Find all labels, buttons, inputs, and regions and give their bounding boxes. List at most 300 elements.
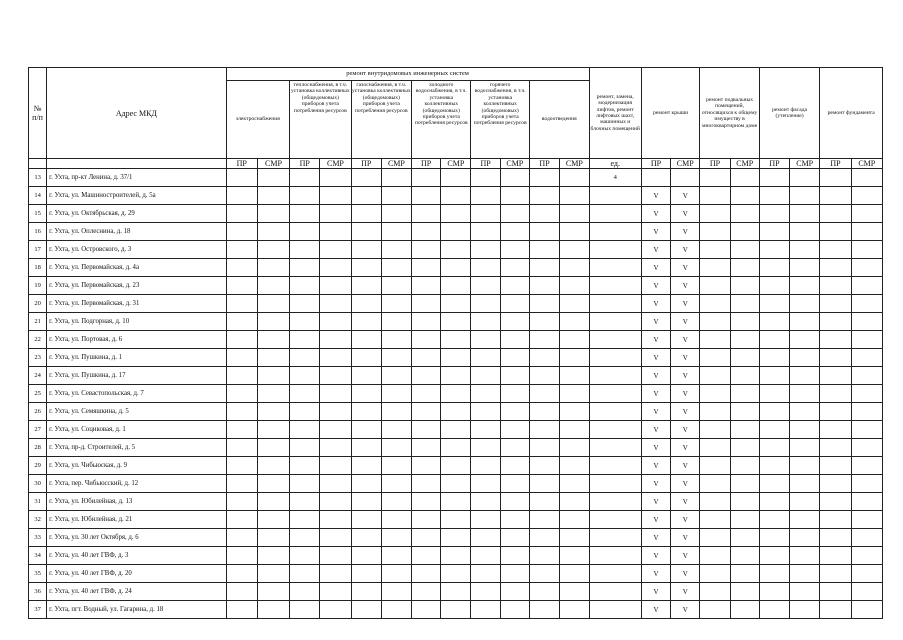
empty-cell xyxy=(759,421,789,439)
empty-cell xyxy=(471,331,500,349)
empty-cell xyxy=(441,565,471,583)
empty-cell xyxy=(820,349,851,367)
empty-cell xyxy=(851,313,882,331)
row-lifts-cell xyxy=(589,583,641,601)
empty-cell xyxy=(759,313,789,331)
empty-cell xyxy=(471,313,500,331)
empty-cell xyxy=(226,547,257,565)
empty-cell xyxy=(412,259,441,277)
empty-cell xyxy=(700,511,730,529)
table-row xyxy=(29,457,883,475)
empty-cell xyxy=(500,457,529,475)
group-engineering-header: ремонт внутридомовых инженерных систем xyxy=(226,68,589,81)
table-row xyxy=(29,205,883,223)
empty-cell xyxy=(351,241,381,259)
empty-cell xyxy=(257,511,289,529)
row-number-cell: 24 xyxy=(29,367,47,385)
table-body xyxy=(29,169,883,619)
row-address-cell: г. Ухта, пр-кт Ленина, д. 37/1 xyxy=(47,169,226,187)
row-lifts-cell xyxy=(589,547,641,565)
row-address-cell: г. Ухта, пер. Чибьюсский, д. 12 xyxy=(47,475,226,493)
empty-cell xyxy=(759,259,789,277)
empty-cell xyxy=(700,403,730,421)
empty-cell xyxy=(226,385,257,403)
row-lifts-cell xyxy=(589,385,641,403)
empty-cell xyxy=(351,421,381,439)
empty-cell xyxy=(790,385,820,403)
empty-cell xyxy=(560,583,589,601)
empty-cell xyxy=(351,295,381,313)
empty-cell xyxy=(412,205,441,223)
sub-header-pr: ПР xyxy=(529,159,559,169)
empty-cell xyxy=(790,367,820,385)
table-row xyxy=(29,313,883,331)
empty-cell xyxy=(560,259,589,277)
sub-header-smr: СМР xyxy=(441,159,471,169)
empty-cell xyxy=(257,241,289,259)
sub-header-pr: ПР xyxy=(412,159,441,169)
col-cold-water-header: холодного водоснабжения, в т.ч. установка коллективных (общедомовых) приборов учета потребления ресурсов xyxy=(412,81,471,159)
row-address-cell: г. Ухта, ул. Октябрьская, д. 29 xyxy=(47,205,226,223)
empty-cell xyxy=(700,421,730,439)
empty-cell xyxy=(820,529,851,547)
table-row xyxy=(29,493,883,511)
empty-cell xyxy=(471,457,500,475)
empty-cell xyxy=(529,601,559,619)
row-number-cell: 37 xyxy=(29,601,47,619)
row-roof-smr-cell: V xyxy=(671,457,700,475)
empty-cell xyxy=(700,349,730,367)
capital-repair-table-sheet xyxy=(28,67,883,619)
empty-cell xyxy=(820,565,851,583)
empty-cell xyxy=(471,241,500,259)
empty-cell xyxy=(226,187,257,205)
table-row xyxy=(29,331,883,349)
empty-cell xyxy=(851,385,882,403)
empty-cell xyxy=(226,493,257,511)
empty-cell xyxy=(560,475,589,493)
empty-cell xyxy=(226,457,257,475)
empty-cell xyxy=(529,277,559,295)
empty-cell xyxy=(351,529,381,547)
table-row xyxy=(29,169,883,187)
empty-cell xyxy=(529,187,559,205)
empty-cell xyxy=(351,457,381,475)
row-number-cell: 28 xyxy=(29,439,47,457)
table-row xyxy=(29,439,883,457)
row-address-cell: г. Ухта, пгт. Водный, ул. Гагарина, д. 18 xyxy=(47,601,226,619)
empty-cell xyxy=(759,403,789,421)
row-number-cell: 26 xyxy=(29,403,47,421)
col-roof-header: ремонт крыши xyxy=(641,68,699,159)
table-row xyxy=(29,565,883,583)
empty-cell xyxy=(730,547,759,565)
row-lifts-cell xyxy=(589,295,641,313)
empty-cell xyxy=(529,475,559,493)
empty-cell xyxy=(226,439,257,457)
col-facade-header: ремонт фасада (утепление) xyxy=(759,68,819,159)
empty-cell xyxy=(500,403,529,421)
empty-cell xyxy=(820,367,851,385)
empty-cell xyxy=(471,277,500,295)
empty-cell xyxy=(529,313,559,331)
empty-cell xyxy=(790,583,820,601)
empty-cell xyxy=(851,475,882,493)
row-roof-smr-cell: V xyxy=(671,439,700,457)
empty-cell xyxy=(820,601,851,619)
empty-cell xyxy=(257,439,289,457)
row-number-cell: 20 xyxy=(29,295,47,313)
empty-cell xyxy=(730,583,759,601)
empty-cell xyxy=(529,331,559,349)
empty-cell xyxy=(290,439,320,457)
col-electro-header: электроснабжения xyxy=(226,81,290,159)
empty-cell xyxy=(226,511,257,529)
empty-cell xyxy=(700,565,730,583)
empty-cell xyxy=(290,475,320,493)
empty-cell xyxy=(500,601,529,619)
table-row xyxy=(29,241,883,259)
empty-cell xyxy=(412,601,441,619)
empty-cell xyxy=(351,547,381,565)
row-roof-smr-cell: V xyxy=(671,529,700,547)
empty-cell xyxy=(441,421,471,439)
empty-cell xyxy=(529,295,559,313)
row-number-cell: 18 xyxy=(29,259,47,277)
empty-cell xyxy=(820,277,851,295)
empty-cell xyxy=(759,295,789,313)
empty-cell xyxy=(412,349,441,367)
row-number-cell: 33 xyxy=(29,529,47,547)
row-lifts-cell xyxy=(589,367,641,385)
empty-cell xyxy=(412,439,441,457)
row-roof-smr-cell: V xyxy=(671,547,700,565)
row-address-cell: г. Ухта, ул. Пушкина, д. 17 xyxy=(47,367,226,385)
empty-cell xyxy=(412,277,441,295)
row-roof-smr-cell: V xyxy=(671,205,700,223)
empty-cell xyxy=(290,277,320,295)
empty-cell xyxy=(290,529,320,547)
empty-cell xyxy=(412,385,441,403)
sub-header-pr: ПР xyxy=(226,159,257,169)
empty-cell xyxy=(471,583,500,601)
empty-cell xyxy=(290,295,320,313)
empty-cell xyxy=(851,241,882,259)
empty-cell xyxy=(441,223,471,241)
empty-cell xyxy=(700,385,730,403)
empty-cell xyxy=(290,367,320,385)
sub-header-pr: ПР xyxy=(471,159,500,169)
empty-cell xyxy=(730,259,759,277)
empty-cell xyxy=(730,565,759,583)
row-address-cell: г. Ухта, ул. 40 лет ГВФ, д. 24 xyxy=(47,583,226,601)
empty-cell xyxy=(820,583,851,601)
empty-cell xyxy=(529,223,559,241)
empty-cell xyxy=(290,241,320,259)
sub-header-pr: ПР xyxy=(759,159,789,169)
empty-cell xyxy=(320,187,351,205)
table-row xyxy=(29,529,883,547)
empty-cell xyxy=(759,385,789,403)
empty-cell xyxy=(226,565,257,583)
empty-cell xyxy=(759,331,789,349)
empty-cell xyxy=(790,457,820,475)
empty-cell xyxy=(320,439,351,457)
empty-cell xyxy=(351,493,381,511)
empty-cell xyxy=(560,403,589,421)
empty-cell xyxy=(529,169,559,187)
empty-cell xyxy=(471,529,500,547)
row-address-cell: г. Ухта, ул. Машиностроителей, д. 5а xyxy=(47,187,226,205)
empty-cell xyxy=(730,601,759,619)
empty-cell xyxy=(257,331,289,349)
empty-cell xyxy=(226,529,257,547)
empty-cell xyxy=(560,205,589,223)
row-address-cell: г. Ухта, ул. Юбилейная, д. 21 xyxy=(47,511,226,529)
empty-cell xyxy=(820,493,851,511)
empty-cell xyxy=(529,205,559,223)
row-roof-smr-cell: V xyxy=(671,331,700,349)
empty-cell xyxy=(529,241,559,259)
empty-cell xyxy=(290,457,320,475)
empty-cell xyxy=(790,421,820,439)
row-roof-smr-cell: V xyxy=(671,403,700,421)
empty-cell xyxy=(226,475,257,493)
empty-cell xyxy=(412,403,441,421)
empty-cell xyxy=(412,565,441,583)
empty-cell xyxy=(471,385,500,403)
row-roof-pr-cell: V xyxy=(641,439,670,457)
empty-cell xyxy=(351,187,381,205)
empty-cell xyxy=(381,313,411,331)
row-number-cell: 32 xyxy=(29,511,47,529)
row-number-cell: 15 xyxy=(29,205,47,223)
table-row xyxy=(29,367,883,385)
repair-plan-table xyxy=(28,67,883,619)
empty-cell xyxy=(790,313,820,331)
row-lifts-cell xyxy=(589,493,641,511)
empty-cell xyxy=(381,295,411,313)
empty-cell xyxy=(730,313,759,331)
row-roof-smr-cell xyxy=(671,169,700,187)
empty-cell xyxy=(412,241,441,259)
empty-cell xyxy=(790,493,820,511)
row-roof-pr-cell: V xyxy=(641,511,670,529)
empty-cell xyxy=(381,565,411,583)
empty-cell xyxy=(790,187,820,205)
empty-cell xyxy=(851,547,882,565)
empty-cell xyxy=(700,331,730,349)
row-number-cell: 31 xyxy=(29,493,47,511)
empty-cell xyxy=(226,349,257,367)
empty-cell xyxy=(351,601,381,619)
empty-cell xyxy=(290,511,320,529)
empty-cell xyxy=(471,223,500,241)
empty-cell xyxy=(381,349,411,367)
empty-cell xyxy=(820,457,851,475)
empty-cell xyxy=(790,511,820,529)
empty-cell xyxy=(560,295,589,313)
empty-cell xyxy=(441,601,471,619)
empty-cell xyxy=(471,169,500,187)
empty-cell xyxy=(790,547,820,565)
empty-cell xyxy=(851,187,882,205)
empty-cell xyxy=(560,457,589,475)
empty-cell xyxy=(851,511,882,529)
empty-cell xyxy=(529,511,559,529)
empty-cell xyxy=(560,277,589,295)
empty-cell xyxy=(851,259,882,277)
empty-cell xyxy=(257,601,289,619)
empty-cell xyxy=(730,223,759,241)
row-address-cell: г. Ухта, ул. 40 лет ГВФ, д. 20 xyxy=(47,565,226,583)
empty-cell xyxy=(730,169,759,187)
empty-cell xyxy=(257,169,289,187)
empty-cell xyxy=(759,529,789,547)
empty-cell xyxy=(820,421,851,439)
empty-cell xyxy=(790,529,820,547)
empty-cell xyxy=(730,529,759,547)
row-roof-smr-cell: V xyxy=(671,313,700,331)
row-roof-pr-cell: V xyxy=(641,277,670,295)
empty-cell xyxy=(851,223,882,241)
empty-cell xyxy=(730,457,759,475)
empty-cell xyxy=(730,295,759,313)
empty-cell xyxy=(290,583,320,601)
row-roof-pr-cell: V xyxy=(641,295,670,313)
empty-cell xyxy=(820,295,851,313)
row-lifts-cell xyxy=(589,187,641,205)
table-row xyxy=(29,349,883,367)
empty-cell xyxy=(290,223,320,241)
row-roof-smr-cell: V xyxy=(671,277,700,295)
empty-cell xyxy=(500,205,529,223)
empty-cell xyxy=(381,169,411,187)
empty-cell xyxy=(412,331,441,349)
empty-cell xyxy=(290,385,320,403)
empty-cell xyxy=(257,223,289,241)
empty-cell xyxy=(257,205,289,223)
empty-cell xyxy=(759,547,789,565)
col-lifts-header: ремонт, замена, модернизация лифтов, ремонт лифтовых шахт, машинных и блочных помещений xyxy=(589,68,641,159)
empty-cell xyxy=(381,511,411,529)
empty-cell xyxy=(441,187,471,205)
row-lifts-cell xyxy=(589,421,641,439)
empty-cell xyxy=(730,439,759,457)
row-number-cell: 17 xyxy=(29,241,47,259)
row-lifts-cell xyxy=(589,313,641,331)
empty-cell xyxy=(560,529,589,547)
empty-cell xyxy=(381,493,411,511)
row-lifts-cell xyxy=(589,475,641,493)
empty-cell xyxy=(412,511,441,529)
row-lifts-cell xyxy=(589,205,641,223)
empty-cell xyxy=(730,277,759,295)
row-roof-pr-cell: V xyxy=(641,259,670,277)
row-address-cell: г. Ухта, ул. Пушкина, д. 1 xyxy=(47,349,226,367)
empty-cell xyxy=(381,439,411,457)
empty-cell xyxy=(320,493,351,511)
row-number-cell: 27 xyxy=(29,421,47,439)
empty-cell xyxy=(226,601,257,619)
empty-cell xyxy=(790,349,820,367)
row-roof-pr-cell: V xyxy=(641,403,670,421)
empty-cell xyxy=(290,205,320,223)
col-foundation-header: ремонт фундамента xyxy=(820,68,883,159)
empty-cell xyxy=(320,421,351,439)
empty-cell xyxy=(790,277,820,295)
row-lifts-cell xyxy=(589,565,641,583)
empty-cell xyxy=(226,241,257,259)
row-address-cell: г. Ухта, ул. Юбилейная, д. 13 xyxy=(47,493,226,511)
empty-cell xyxy=(560,241,589,259)
empty-cell xyxy=(560,547,589,565)
empty-cell xyxy=(851,493,882,511)
empty-cell xyxy=(759,187,789,205)
empty-cell xyxy=(441,259,471,277)
sub-header-smr: СМР xyxy=(381,159,411,169)
empty-cell xyxy=(412,583,441,601)
empty-cell xyxy=(790,169,820,187)
row-roof-pr-cell: V xyxy=(641,493,670,511)
col-hot-water-header: горячего водоснабжения, в т.ч. установка коллективных (общедомовых) приборов учета потребления ресурсов xyxy=(471,81,529,159)
empty-cell xyxy=(529,349,559,367)
empty-cell xyxy=(851,205,882,223)
empty-cell xyxy=(820,331,851,349)
empty-cell xyxy=(226,223,257,241)
row-roof-pr-cell: V xyxy=(641,331,670,349)
col-heat-header: теплоснабжения, в т.ч. установка коллективных (общедомовых) приборов учета потребления ресурсов xyxy=(290,81,351,159)
table-row xyxy=(29,403,883,421)
empty-cell xyxy=(257,421,289,439)
empty-cell xyxy=(730,241,759,259)
empty-cell xyxy=(790,439,820,457)
empty-cell xyxy=(441,367,471,385)
empty-cell xyxy=(351,565,381,583)
empty-cell xyxy=(700,457,730,475)
empty-cell xyxy=(529,583,559,601)
empty-cell xyxy=(226,331,257,349)
empty-cell xyxy=(320,601,351,619)
empty-cell xyxy=(257,457,289,475)
empty-cell xyxy=(759,493,789,511)
empty-cell xyxy=(471,367,500,385)
empty-cell xyxy=(441,295,471,313)
empty-cell xyxy=(412,295,441,313)
empty-cell xyxy=(320,205,351,223)
empty-cell xyxy=(500,565,529,583)
empty-cell xyxy=(730,511,759,529)
empty-cell xyxy=(412,367,441,385)
row-lifts-cell xyxy=(589,511,641,529)
empty-cell xyxy=(790,331,820,349)
empty-cell xyxy=(257,385,289,403)
empty-cell xyxy=(700,277,730,295)
row-roof-smr-cell: V xyxy=(671,259,700,277)
empty-cell xyxy=(500,295,529,313)
row-number-cell: 16 xyxy=(29,223,47,241)
empty-cell xyxy=(381,403,411,421)
empty-cell xyxy=(257,583,289,601)
empty-cell xyxy=(820,223,851,241)
table-row xyxy=(29,259,883,277)
row-address-cell: г. Ухта, ул. Первомайская, д. 4а xyxy=(47,259,226,277)
empty-cell xyxy=(471,511,500,529)
empty-cell xyxy=(381,457,411,475)
empty-cell xyxy=(351,331,381,349)
row-address-cell: г. Ухта, ул. 30 лет Октября, д. 6 xyxy=(47,529,226,547)
empty-cell xyxy=(290,313,320,331)
